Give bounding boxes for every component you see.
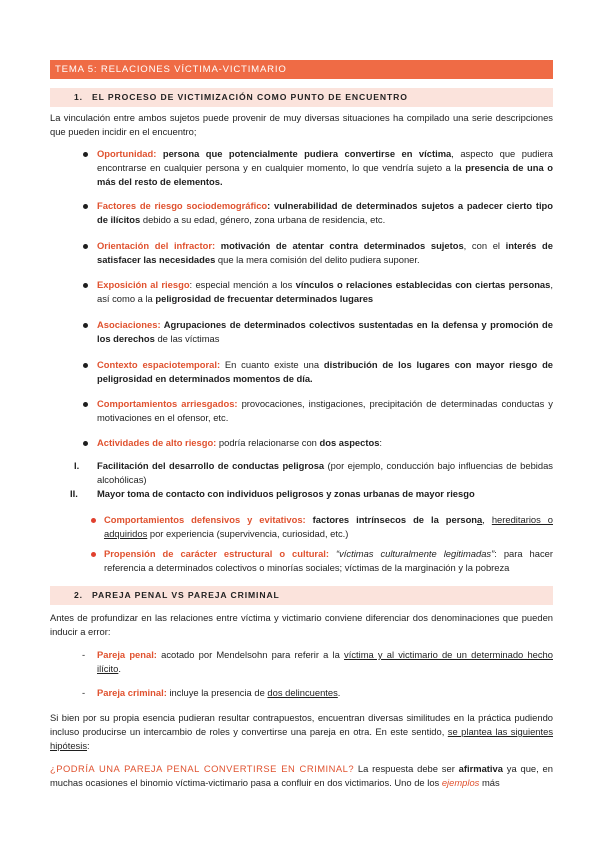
dash-marker: - xyxy=(82,649,86,660)
question-paragraph: ¿PODRÍA UNA PAREJA PENAL CONVERTIRSE EN CRIMINAL? La respuesta debe ser afirmativa ya que, en muchas ocasiones el binomio víctima-victimario pasa a confluir en dos victimarios. Uno de los ejemplos más xyxy=(50,763,553,788)
section-2-heading xyxy=(50,586,553,605)
section-2-title: PAREJA PENAL VS PAREJA CRIMINAL xyxy=(92,590,280,600)
section-1-title: EL PROCESO DE VICTIMIZACIÓN COMO PUNTO DE ENCUENTRO xyxy=(92,92,408,102)
list-item: Factores de riesgo sociodemográfico: vulnerabilidad de determinados sujetos a padecer cierto tipo de ilícitos debido a su edad, género, zona urbana de residencia, etc. xyxy=(97,200,553,225)
list-item: Mayor toma de contacto con individuos peligrosos y zonas urbanas de mayor riesgo xyxy=(97,488,475,499)
list-item: Actividades de alto riesgo: podría relacionarse con dos aspectos: xyxy=(97,437,383,448)
list-item: Facilitación del desarrollo de conductas peligrosa (por ejemplo, conducción bajo influencias de bebidas alcohólicas) xyxy=(97,460,553,485)
list-item: Comportamientos arriesgados: provocaciones, instigaciones, precipitación de determinadas conductas y motivaciones en el ofensor, etc. xyxy=(97,398,553,423)
bullet-dot-icon xyxy=(91,552,96,557)
section-1-heading xyxy=(50,88,553,107)
list-item: Pareja criminal: incluye la presencia de dos delincuentes. xyxy=(97,687,341,698)
section-1-number: 1. xyxy=(74,92,83,102)
list-item: Orientación del infractor: motivación de atentar contra determinados sujetos, con el interés de satisfacer las necesidades que la mera comisión del delito pudiera suponer. xyxy=(97,240,553,265)
dash-marker: - xyxy=(82,687,86,698)
section-1-intro: La vinculación entre ambos sujetos puede provenir de muy diversas situaciones ha compilado una serie descripciones que pueden incidir en el encuentro; xyxy=(50,112,553,137)
bullet-dot-icon xyxy=(83,283,88,288)
section-2-intro: Antes de profundizar en las relaciones entre víctima y victimario conviene diferenciar dos denominaciones que pueden inducir a error: xyxy=(50,612,553,637)
bullet-dot-icon xyxy=(83,402,88,407)
bullet-dot-icon xyxy=(83,244,88,249)
bullet-dot-icon xyxy=(83,323,88,328)
list-item: Comportamientos defensivos y evitativos: factores intrínsecos de la persona, hereditarios o adquiridos por experiencia (supervivencia, curiosidad, etc.) xyxy=(104,514,553,539)
bullet-dot-icon xyxy=(83,363,88,368)
list-item: Asociaciones: Agrupaciones de determinados colectivos sustentadas en la defensa y promoción de los derechos de las víctimas xyxy=(97,319,553,344)
list-item: Contexto espaciotemporal: En cuanto existe una distribución de los lugares con mayor riesgo de peligrosidad en determinados momentos de día. xyxy=(97,359,554,384)
list-item: Propensión de carácter estructural o cultural: “víctimas culturalmente legitimadas”: para hacer referencia a determinados colectivos o minorías sociales; víctimas de la marginación y la pobreza xyxy=(104,548,554,573)
bullet-dot-icon xyxy=(83,152,88,157)
list-item: Exposición al riesgo: especial mención a los vínculos o relaciones establecidas con ciertas personas, así como a la peligrosidad de frecuentar determinados lugares xyxy=(97,279,553,304)
topic-title: TEMA 5: RELACIONES VÍCTIMA-VICTIMARIO xyxy=(50,60,553,79)
roman-numeral: II. xyxy=(70,488,78,499)
bullet-dot-icon xyxy=(83,441,88,446)
roman-numeral: I. xyxy=(74,460,80,471)
list-item: Oportunidad: persona que potencialmente pudiera convertirse en víctima, aspecto que pudiera encontrarse en cualquier persona y en cualquier momento, lo que vendría sujeto a la presencia de una o más del resto de elementos. xyxy=(97,148,554,187)
section-2-number: 2. xyxy=(74,590,83,600)
bullet-dot-icon xyxy=(91,518,96,523)
bullet-dot-icon xyxy=(83,204,88,209)
list-item: Pareja penal: acotado por Mendelsohn para referir a la víctima y al victimario de un determinado hecho ilícito. xyxy=(97,649,553,674)
hypothesis-paragraph: Si bien por su propia esencia pudieran resultar contrapuestos, encuentran diversas similitudes en la práctica pudiendo incluso producirse un intercambio de roles y convertirse una pareja en otra. En este sentido, se plantea las siguientes hipótesis: xyxy=(50,712,554,751)
